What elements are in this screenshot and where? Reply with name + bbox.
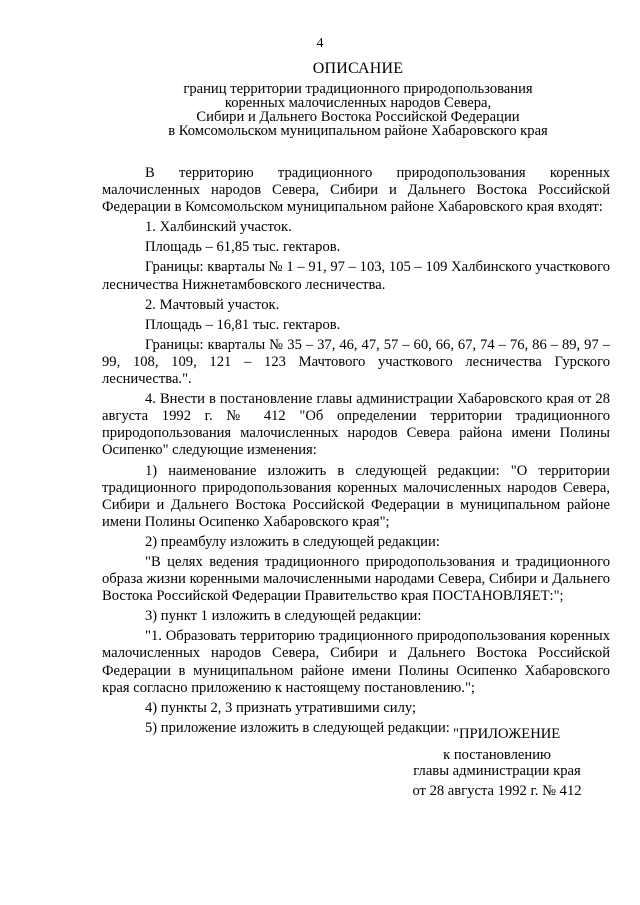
subtitle-line: в Комсомольском муниципальном районе Хабаровского края xyxy=(168,123,548,139)
sub2-text: "В целях ведения традиционного природопользования и традиционного образа жизни коренными малочисленными народами Севера, Сибири и Дальнего Востока Российской Федерации Правительство края ПОСТАНОВЛЯЕТ:"; xyxy=(102,553,610,605)
sub2-heading: 2) преамбулу изложить в следующей редакции: xyxy=(145,533,440,550)
appendix-line: главы администрации края xyxy=(413,763,581,779)
sub3-heading: 3) пункт 1 изложить в следующей редакции: xyxy=(145,608,422,625)
item2-area: Площадь – 16,81 тыс. гектаров. xyxy=(145,316,341,333)
item1-name: 1. Халбинский участок. xyxy=(145,219,292,236)
subtitle-line: Сибири и Дальнего Востока Российской Федерации xyxy=(196,109,520,125)
item1-borders: Границы: кварталы № 1 – 91, 97 – 103, 105 – 109 Халбинского участкового лесничества Нижнетамбовского лесничества. xyxy=(102,259,610,293)
subtitle-line: границ территории традиционного природопользования xyxy=(183,81,533,97)
sub4-line: 4) пункты 2, 3 признать утратившими силу; xyxy=(145,699,417,716)
page-number: 4 xyxy=(316,36,324,51)
sub1-paragraph: 1) наименование изложить в следующей редакции: "О территории традиционного природопользования коренных малочисленных народов Севера, Сибири и Дальнего Востока Российской Федерации в муниципальном районе имени Полины Осипенко Хабаровского края"; xyxy=(102,462,610,530)
item1-area: Площадь – 61,85 тыс. гектаров. xyxy=(145,239,341,256)
appendix-line: к постановлению xyxy=(443,747,551,763)
appendix-line: от 28 августа 1992 г. № 412 xyxy=(412,783,582,799)
subtitle-line: коренных малочисленных народов Севера, xyxy=(224,95,492,111)
document-body xyxy=(102,165,610,740)
sub3-text: "1. Образовать территорию традиционного природопользования коренных малочисленных народов Севера, Сибири и Дальнего Востока Российской Федерации в муниципальном районе имени Полины Осипенко Хабаровского края согласно приложению к настоящему постановлению."; xyxy=(102,628,610,696)
item2-borders: Границы: кварталы № 35 – 37, 46, 47, 57 – 60, 66, 67, 74 – 76, 86 – 89, 97 – 99, 108, 109, 121 – 123 Мачтового участкового лесничества Гурского лесничества.". xyxy=(102,336,610,388)
point4-paragraph: 4. Внести в постановление главы администрации Хабаровского края от 28 августа 1992 г. № 412 "Об определении территории традиционного природопользования малочисленных народов Севера района имени Полины Осипенко" следующие изменения: xyxy=(102,391,610,459)
intro-paragraph: В территорию традиционного природопользования коренных малочисленных народов Севера, Сибири и Дальнего Востока Российской Федерации в Комсомольском муниципальном районе Хабаровского края входят: xyxy=(102,165,610,216)
sub5-line: 5) приложение изложить в следующей редакции: xyxy=(145,719,450,736)
appendix-title: "ПРИЛОЖЕНИЕ xyxy=(453,726,561,742)
item2-name: 2. Мачтовый участок. xyxy=(145,296,280,313)
document-subtitle xyxy=(40,82,640,138)
document-title: ОПИСАНИЕ xyxy=(312,60,404,77)
